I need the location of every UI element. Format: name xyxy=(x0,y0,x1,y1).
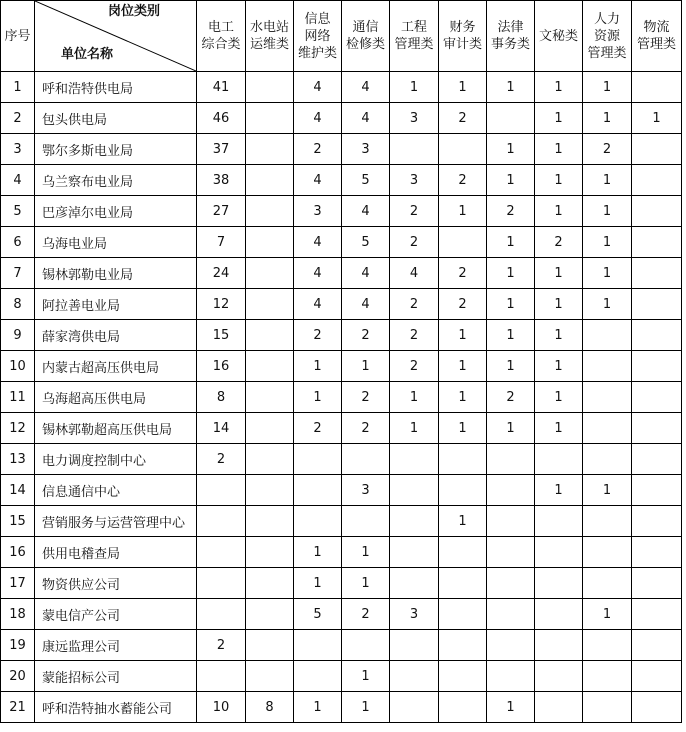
count-cell xyxy=(294,475,342,506)
count-cell xyxy=(342,444,390,475)
count-cell: 5 xyxy=(342,165,390,196)
table-row xyxy=(1,351,682,382)
unit-name: 信息通信中心 xyxy=(35,475,197,506)
count-cell xyxy=(390,630,439,661)
seq-header: 序号 xyxy=(1,1,35,72)
diagonal-header-cell xyxy=(35,1,197,72)
count-cell xyxy=(390,475,439,506)
count-cell xyxy=(632,537,682,568)
table-row xyxy=(1,599,682,630)
count-cell xyxy=(535,537,583,568)
column-header: 电工 综合类 xyxy=(197,1,246,72)
count-cell: 12 xyxy=(197,289,246,320)
count-cell xyxy=(197,537,246,568)
count-cell xyxy=(535,444,583,475)
count-cell xyxy=(535,599,583,630)
count-cell xyxy=(390,568,439,599)
count-cell: 1 xyxy=(390,413,439,444)
count-cell xyxy=(246,289,294,320)
count-cell: 4 xyxy=(342,72,390,103)
count-cell xyxy=(439,661,487,692)
count-cell: 1 xyxy=(294,351,342,382)
row-seq: 10 xyxy=(1,351,35,382)
unit-name: 电力调度控制中心 xyxy=(35,444,197,475)
count-cell: 4 xyxy=(390,258,439,289)
count-cell: 1 xyxy=(583,475,632,506)
count-cell: 2 xyxy=(535,227,583,258)
count-cell xyxy=(583,506,632,537)
header-row xyxy=(1,1,682,72)
count-cell: 2 xyxy=(583,134,632,165)
count-cell xyxy=(632,413,682,444)
table-row xyxy=(1,320,682,351)
count-cell xyxy=(583,692,632,723)
count-cell: 5 xyxy=(294,599,342,630)
table-row xyxy=(1,289,682,320)
count-cell: 1 xyxy=(487,692,535,723)
count-cell: 46 xyxy=(197,103,246,134)
count-cell xyxy=(535,630,583,661)
unit-name: 巴彦淖尔电业局 xyxy=(35,196,197,227)
count-cell: 1 xyxy=(439,351,487,382)
row-seq: 21 xyxy=(1,692,35,723)
column-header: 水电站 运维类 xyxy=(246,1,294,72)
count-cell: 4 xyxy=(294,258,342,289)
count-cell xyxy=(632,227,682,258)
row-seq: 5 xyxy=(1,196,35,227)
count-cell xyxy=(487,506,535,537)
count-cell xyxy=(487,537,535,568)
count-cell: 1 xyxy=(487,72,535,103)
unit-name: 供用电稽查局 xyxy=(35,537,197,568)
count-cell xyxy=(632,568,682,599)
count-cell xyxy=(294,661,342,692)
count-cell xyxy=(246,444,294,475)
count-cell xyxy=(439,599,487,630)
count-cell xyxy=(246,134,294,165)
count-cell xyxy=(487,568,535,599)
unit-name: 乌海电业局 xyxy=(35,227,197,258)
count-cell: 2 xyxy=(439,289,487,320)
count-cell: 1 xyxy=(342,692,390,723)
column-header: 财务 审计类 xyxy=(439,1,487,72)
count-cell xyxy=(390,506,439,537)
row-seq: 7 xyxy=(1,258,35,289)
count-cell: 1 xyxy=(535,196,583,227)
count-cell: 5 xyxy=(342,227,390,258)
count-cell xyxy=(197,506,246,537)
count-cell: 1 xyxy=(487,134,535,165)
count-cell: 2 xyxy=(390,289,439,320)
row-seq: 3 xyxy=(1,134,35,165)
count-cell: 2 xyxy=(294,320,342,351)
count-cell: 2 xyxy=(439,258,487,289)
count-cell xyxy=(487,599,535,630)
count-cell: 1 xyxy=(439,196,487,227)
count-cell xyxy=(246,382,294,413)
unit-name: 包头供电局 xyxy=(35,103,197,134)
count-cell: 1 xyxy=(535,351,583,382)
count-cell xyxy=(632,475,682,506)
count-cell xyxy=(246,568,294,599)
count-cell xyxy=(294,506,342,537)
count-cell xyxy=(487,661,535,692)
count-cell: 1 xyxy=(535,475,583,506)
row-seq: 13 xyxy=(1,444,35,475)
count-cell: 8 xyxy=(197,382,246,413)
count-cell: 3 xyxy=(390,165,439,196)
count-cell: 1 xyxy=(439,72,487,103)
count-cell: 1 xyxy=(342,661,390,692)
count-cell: 15 xyxy=(197,320,246,351)
count-cell xyxy=(246,475,294,506)
count-cell: 1 xyxy=(342,568,390,599)
table-row xyxy=(1,475,682,506)
count-cell xyxy=(246,103,294,134)
count-cell xyxy=(439,475,487,506)
count-cell: 1 xyxy=(535,134,583,165)
table-row xyxy=(1,506,682,537)
count-cell xyxy=(294,444,342,475)
count-cell xyxy=(246,165,294,196)
unit-name: 康远监理公司 xyxy=(35,630,197,661)
column-header: 工程 管理类 xyxy=(390,1,439,72)
count-cell xyxy=(583,320,632,351)
count-cell: 1 xyxy=(439,320,487,351)
table-row xyxy=(1,382,682,413)
count-cell xyxy=(632,196,682,227)
count-cell: 2 xyxy=(197,444,246,475)
table-row xyxy=(1,258,682,289)
count-cell xyxy=(583,568,632,599)
row-seq: 18 xyxy=(1,599,35,630)
count-cell xyxy=(583,630,632,661)
count-cell: 1 xyxy=(294,568,342,599)
count-cell: 1 xyxy=(583,599,632,630)
count-cell xyxy=(583,382,632,413)
unit-name: 蒙能招标公司 xyxy=(35,661,197,692)
count-cell xyxy=(487,444,535,475)
count-cell: 2 xyxy=(390,320,439,351)
unit-name: 薛家湾供电局 xyxy=(35,320,197,351)
count-cell xyxy=(390,444,439,475)
count-cell xyxy=(583,537,632,568)
column-header: 人力 资源 管理类 xyxy=(583,1,632,72)
count-cell: 4 xyxy=(342,196,390,227)
count-cell: 1 xyxy=(294,537,342,568)
count-cell xyxy=(487,103,535,134)
count-cell xyxy=(439,134,487,165)
count-cell: 2 xyxy=(342,320,390,351)
unit-name: 蒙电信产公司 xyxy=(35,599,197,630)
count-cell xyxy=(632,258,682,289)
unit-name: 阿拉善电业局 xyxy=(35,289,197,320)
count-cell xyxy=(246,599,294,630)
count-cell: 10 xyxy=(197,692,246,723)
count-cell: 2 xyxy=(342,599,390,630)
count-cell: 1 xyxy=(439,382,487,413)
unit-name: 呼和浩特供电局 xyxy=(35,72,197,103)
count-cell: 1 xyxy=(583,72,632,103)
count-cell: 2 xyxy=(342,413,390,444)
count-cell: 1 xyxy=(487,413,535,444)
count-cell: 3 xyxy=(342,134,390,165)
count-cell xyxy=(583,351,632,382)
count-cell xyxy=(632,72,682,103)
count-cell xyxy=(535,661,583,692)
count-cell: 1 xyxy=(583,103,632,134)
count-cell: 4 xyxy=(294,165,342,196)
count-cell: 1 xyxy=(583,165,632,196)
row-seq: 11 xyxy=(1,382,35,413)
count-cell: 41 xyxy=(197,72,246,103)
count-cell xyxy=(246,320,294,351)
count-cell: 2 xyxy=(487,382,535,413)
row-seq: 4 xyxy=(1,165,35,196)
count-cell: 4 xyxy=(294,227,342,258)
count-cell xyxy=(439,692,487,723)
count-cell xyxy=(439,537,487,568)
count-cell: 4 xyxy=(294,72,342,103)
count-cell xyxy=(535,568,583,599)
unit-name: 物资供应公司 xyxy=(35,568,197,599)
unit-name: 营销服务与运营管理中心 xyxy=(35,506,197,537)
row-seq: 17 xyxy=(1,568,35,599)
count-cell xyxy=(632,661,682,692)
count-cell xyxy=(439,630,487,661)
row-seq: 16 xyxy=(1,537,35,568)
table-row xyxy=(1,134,682,165)
count-cell xyxy=(246,227,294,258)
count-cell xyxy=(197,568,246,599)
count-cell: 14 xyxy=(197,413,246,444)
table-row xyxy=(1,630,682,661)
count-cell xyxy=(246,413,294,444)
count-cell: 2 xyxy=(197,630,246,661)
count-cell: 1 xyxy=(535,413,583,444)
unit-name: 乌兰察布电业局 xyxy=(35,165,197,196)
count-cell: 1 xyxy=(390,382,439,413)
count-cell xyxy=(246,72,294,103)
count-cell xyxy=(390,537,439,568)
table-row xyxy=(1,103,682,134)
count-cell: 1 xyxy=(439,413,487,444)
category-axis-label: 岗位类别 xyxy=(107,4,160,19)
table-row xyxy=(1,413,682,444)
count-cell: 3 xyxy=(390,103,439,134)
count-cell: 1 xyxy=(487,227,535,258)
row-seq: 6 xyxy=(1,227,35,258)
row-seq: 8 xyxy=(1,289,35,320)
row-seq: 14 xyxy=(1,475,35,506)
unit-name: 锡林郭勒超高压供电局 xyxy=(35,413,197,444)
count-cell xyxy=(197,475,246,506)
count-cell: 3 xyxy=(294,196,342,227)
count-cell xyxy=(632,599,682,630)
count-cell: 1 xyxy=(487,289,535,320)
count-cell xyxy=(632,444,682,475)
count-cell xyxy=(246,258,294,289)
column-header: 文秘类 xyxy=(535,1,583,72)
count-cell xyxy=(583,661,632,692)
count-cell: 1 xyxy=(487,165,535,196)
count-cell: 1 xyxy=(535,72,583,103)
count-cell: 4 xyxy=(294,289,342,320)
count-cell: 2 xyxy=(294,134,342,165)
count-cell xyxy=(632,351,682,382)
count-cell xyxy=(632,692,682,723)
count-cell xyxy=(439,444,487,475)
row-seq: 2 xyxy=(1,103,35,134)
column-header: 信息 网络 维护类 xyxy=(294,1,342,72)
count-cell xyxy=(632,320,682,351)
count-cell: 1 xyxy=(487,351,535,382)
unit-name: 呼和浩特抽水蓄能公司 xyxy=(35,692,197,723)
table-row xyxy=(1,72,682,103)
count-cell: 1 xyxy=(632,103,682,134)
count-cell xyxy=(632,630,682,661)
count-cell: 1 xyxy=(487,258,535,289)
count-cell xyxy=(583,413,632,444)
count-cell: 3 xyxy=(342,475,390,506)
table-row xyxy=(1,692,682,723)
count-cell: 38 xyxy=(197,165,246,196)
count-cell: 27 xyxy=(197,196,246,227)
table-row xyxy=(1,568,682,599)
count-cell xyxy=(390,134,439,165)
column-header: 通信 检修类 xyxy=(342,1,390,72)
count-cell: 1 xyxy=(439,506,487,537)
count-cell xyxy=(583,444,632,475)
count-cell: 1 xyxy=(535,103,583,134)
count-cell: 8 xyxy=(246,692,294,723)
count-cell: 2 xyxy=(342,382,390,413)
count-cell: 1 xyxy=(535,382,583,413)
row-seq: 19 xyxy=(1,630,35,661)
count-cell xyxy=(535,506,583,537)
count-cell: 37 xyxy=(197,134,246,165)
count-cell: 2 xyxy=(390,351,439,382)
count-cell: 16 xyxy=(197,351,246,382)
count-cell xyxy=(246,351,294,382)
count-cell: 2 xyxy=(439,165,487,196)
unit-axis-label: 单位名称 xyxy=(61,47,114,62)
table-row xyxy=(1,196,682,227)
count-cell: 1 xyxy=(535,258,583,289)
count-cell xyxy=(197,599,246,630)
count-cell: 1 xyxy=(535,289,583,320)
count-cell xyxy=(390,692,439,723)
count-cell xyxy=(197,661,246,692)
count-cell: 3 xyxy=(390,599,439,630)
count-cell: 1 xyxy=(583,196,632,227)
unit-name: 锡林郭勒电业局 xyxy=(35,258,197,289)
count-cell: 4 xyxy=(342,258,390,289)
count-cell xyxy=(246,630,294,661)
count-cell xyxy=(439,227,487,258)
count-cell: 1 xyxy=(294,382,342,413)
count-cell: 1 xyxy=(583,289,632,320)
count-cell: 1 xyxy=(535,165,583,196)
count-cell xyxy=(487,630,535,661)
column-header: 法律 事务类 xyxy=(487,1,535,72)
row-seq: 1 xyxy=(1,72,35,103)
count-cell xyxy=(487,475,535,506)
count-cell: 4 xyxy=(294,103,342,134)
count-cell: 4 xyxy=(342,103,390,134)
count-cell xyxy=(390,661,439,692)
table-row xyxy=(1,165,682,196)
count-cell: 1 xyxy=(583,258,632,289)
count-cell: 7 xyxy=(197,227,246,258)
column-header: 物流 管理类 xyxy=(632,1,682,72)
unit-name: 鄂尔多斯电业局 xyxy=(35,134,197,165)
count-cell xyxy=(246,196,294,227)
table-row xyxy=(1,661,682,692)
count-cell xyxy=(294,630,342,661)
table-row xyxy=(1,227,682,258)
count-cell: 1 xyxy=(294,692,342,723)
count-cell xyxy=(535,692,583,723)
count-cell xyxy=(246,506,294,537)
count-cell: 2 xyxy=(390,196,439,227)
count-cell: 1 xyxy=(487,320,535,351)
count-cell: 2 xyxy=(390,227,439,258)
table-body xyxy=(1,72,682,723)
count-cell: 1 xyxy=(342,537,390,568)
count-cell xyxy=(246,661,294,692)
count-cell: 2 xyxy=(487,196,535,227)
count-cell: 24 xyxy=(197,258,246,289)
count-cell xyxy=(632,506,682,537)
count-cell xyxy=(439,568,487,599)
count-cell: 1 xyxy=(535,320,583,351)
unit-name: 内蒙古超高压供电局 xyxy=(35,351,197,382)
count-cell: 2 xyxy=(294,413,342,444)
row-seq: 12 xyxy=(1,413,35,444)
table-row xyxy=(1,444,682,475)
count-cell xyxy=(632,134,682,165)
count-cell xyxy=(246,537,294,568)
row-seq: 9 xyxy=(1,320,35,351)
row-seq: 20 xyxy=(1,661,35,692)
count-cell xyxy=(632,289,682,320)
count-cell xyxy=(342,506,390,537)
count-cell: 1 xyxy=(342,351,390,382)
count-cell: 2 xyxy=(439,103,487,134)
row-seq: 15 xyxy=(1,506,35,537)
count-cell: 1 xyxy=(390,72,439,103)
count-cell xyxy=(342,630,390,661)
count-cell xyxy=(632,382,682,413)
table-row xyxy=(1,537,682,568)
count-cell xyxy=(632,165,682,196)
count-cell: 4 xyxy=(342,289,390,320)
unit-name: 乌海超高压供电局 xyxy=(35,382,197,413)
count-cell: 1 xyxy=(583,227,632,258)
